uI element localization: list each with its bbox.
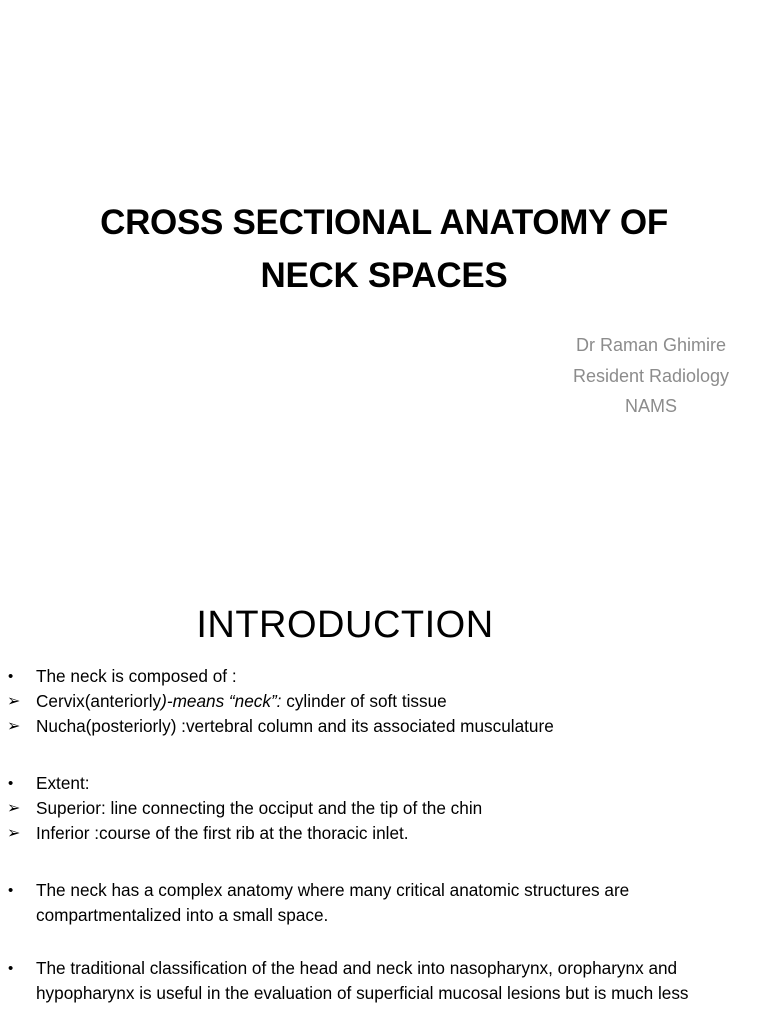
list-item: • Extent: bbox=[0, 771, 768, 796]
introduction-heading: INTRODUCTION bbox=[196, 604, 494, 646]
bullet-icon: • bbox=[8, 960, 14, 977]
bullet-icon: • bbox=[8, 775, 14, 792]
list-item-continuation: compartmentalized into a small space. bbox=[36, 905, 329, 925]
introduction-slide bbox=[0, 576, 768, 1024]
arrow-bullet-icon: ➢ bbox=[7, 825, 21, 842]
list-item: ➢ Nucha(posteriorly) :vertebral column and its associated musculature bbox=[0, 714, 768, 739]
bullet-list bbox=[0, 664, 768, 1006]
author-role: Resident Radiology bbox=[572, 365, 730, 386]
author-institute: NAMS bbox=[624, 396, 677, 416]
list-item: • The neck is composed of : bbox=[0, 664, 768, 689]
list-item-continuation: hypopharynx is useful in the evaluation of superficial mucosal lesions but is much less bbox=[36, 983, 689, 1003]
list-item: ➢ Inferior :course of the first rib at the thoracic inlet. bbox=[0, 821, 768, 846]
arrow-bullet-icon: ➢ bbox=[7, 693, 21, 710]
arrow-bullet-icon: ➢ bbox=[7, 800, 21, 817]
list-item: ➢ Cervix(anteriorly)-means “neck”: cylinder of soft tissue bbox=[0, 689, 768, 714]
title-line-1: CROSS SECTIONAL ANATOMY OF bbox=[100, 203, 668, 242]
bullet-icon: • bbox=[8, 882, 14, 899]
slide-subtitle bbox=[556, 330, 746, 422]
title-line-2: NECK SPACES bbox=[260, 256, 508, 295]
arrow-bullet-icon: ➢ bbox=[7, 718, 21, 735]
author-name: Dr Raman Ghimire bbox=[575, 335, 727, 355]
list-item: • The neck has a complex anatomy where many critical anatomic structures are bbox=[0, 878, 768, 903]
list-item: ➢ Superior: line connecting the occiput and the tip of the chin bbox=[0, 796, 768, 821]
slide-title bbox=[20, 196, 748, 302]
list-item: • The traditional classification of the head and neck into nasopharynx, oropharynx and bbox=[0, 956, 768, 981]
bullet-icon: • bbox=[8, 668, 14, 685]
